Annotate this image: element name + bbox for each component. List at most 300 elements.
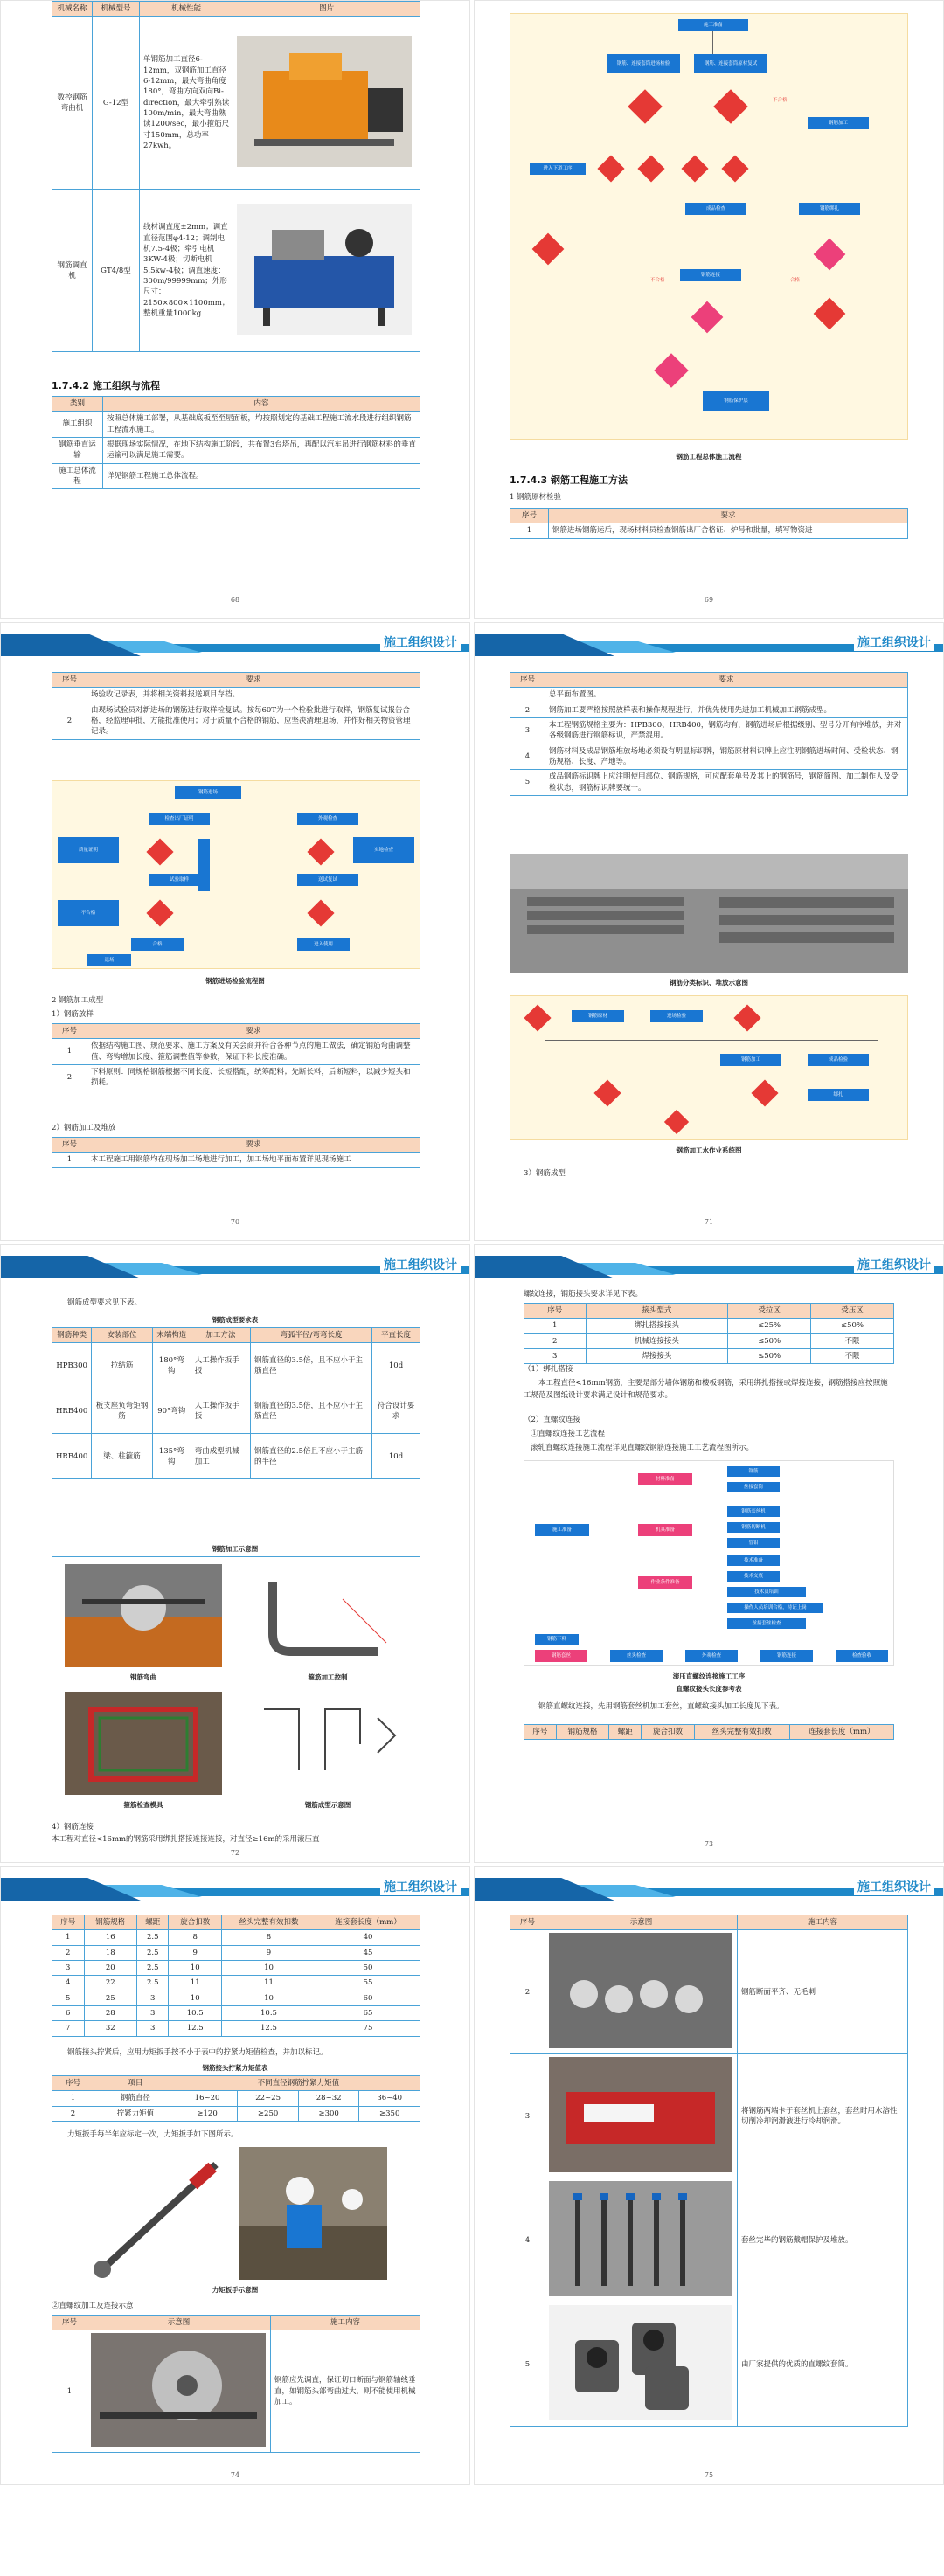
th: 旋合扣数: [642, 1725, 695, 1740]
row-req: 成品钢筋标识牌上应注明使用部位、钢筋规格，可应配套单号及其上的钢筋号，钢筋简图、加工制作人及受检状态，钢筋标识牌要统一。: [545, 770, 908, 796]
th: 钢筋规格: [556, 1725, 609, 1740]
intro-text: 螺纹连接，钢筋接头要求详见下表。: [524, 1290, 643, 1298]
torque-table: [52, 2075, 420, 2122]
heading: 2 钢筋加工成型: [52, 996, 104, 1005]
flow-node: 钢筋绑扎: [799, 203, 860, 215]
th-no: 序号: [510, 509, 549, 523]
photo-caption: 力矩扳手示意图: [212, 2286, 259, 2294]
heading: 1）钢筋放样: [52, 1010, 94, 1019]
org-key: 施工总体流程: [52, 463, 103, 489]
flow-node: 外观检查: [297, 813, 358, 825]
cell: 不限: [811, 1348, 894, 1363]
cell: HRB400: [52, 1388, 92, 1434]
cell-machine-model: G-12型: [93, 17, 140, 190]
cell: ≤25%: [728, 1319, 811, 1333]
flow-node: 试验取样: [149, 874, 210, 886]
row-no: 2: [52, 1064, 87, 1091]
flow-caption: 钢筋加工水作业系统图: [676, 1146, 742, 1154]
flow-caption: 滚压直螺纹连接施工工序: [672, 1672, 746, 1680]
th-content: 内容: [103, 397, 420, 412]
fig-label: 箍筋检查模具: [123, 1801, 163, 1809]
cell: 11: [221, 1976, 316, 1991]
cell: 4: [52, 1976, 85, 1991]
cell: 45: [316, 1945, 420, 1960]
th: 不同直径钢筋拧紧力矩值: [177, 2076, 420, 2091]
flow-node: 丝接套筒: [727, 1482, 780, 1492]
flow-node: 管钳: [727, 1538, 780, 1548]
thread-len-table: [52, 1915, 420, 2037]
machine-table: [52, 1, 420, 352]
th-req: 要求: [545, 673, 908, 688]
cell: 10: [221, 1960, 316, 1975]
th-no: 序号: [52, 1138, 87, 1153]
header-title: 施工组织设计: [380, 1256, 461, 1273]
flow-decision: [664, 1110, 689, 1134]
joint-table: [524, 1303, 894, 1364]
fig-label: 箍筋加工控制: [308, 1673, 348, 1681]
overall-flowchart: [510, 13, 908, 440]
flow-label: 不合格: [773, 98, 788, 103]
flow-node: 钢筋进场: [175, 786, 241, 799]
org-value: 按照总体施工部署，从基础底板至至屋面板，均按照划定的基础工程施工流水段进行组织钢筋工程流水施工。: [103, 412, 420, 438]
cell: HPB300: [52, 1343, 92, 1388]
header-title: 施工组织设计: [854, 1878, 934, 1895]
th: 钢筋种类: [52, 1328, 92, 1343]
cell: 钢筋应先调直，保证切口断面与钢筋轴线垂直，如钢筋头部弯曲过大，则不能使用机械加工。: [271, 2330, 420, 2453]
inspection-flowchart: [52, 780, 420, 969]
paragraph: 本工程对直径<16mm的钢筋采用绑扎搭接连接连接，对直径≥16m的采用滚压直: [52, 1835, 320, 1844]
flow-decision: [307, 899, 334, 926]
org-value: 详见钢筋工程施工总体流程。: [103, 463, 420, 489]
cell: ≥250: [238, 2106, 299, 2121]
cell: 将钢筋两端卡于套丝机上套丝，套丝时用水溶性切削冷却润滑液进行冷却润滑。: [738, 2054, 908, 2178]
coupler-image: [549, 2305, 732, 2420]
cell: ≥120: [177, 2106, 238, 2121]
page-number: 70: [230, 1218, 240, 1226]
flow-decision: [721, 155, 748, 182]
th: 序号: [52, 1915, 85, 1930]
th: 螺距: [136, 1915, 169, 1930]
cell: 20: [84, 1960, 136, 1975]
cell: 8: [221, 1930, 316, 1945]
org-table: [52, 396, 420, 489]
th-category: 类别: [52, 397, 103, 412]
process-table: [52, 1137, 420, 1168]
flow-node: 钢筋原材: [572, 1010, 624, 1022]
row-no: 1: [52, 1039, 87, 1065]
flow-node: 钢筋下料: [535, 1634, 579, 1645]
flow-node: 进场检验: [650, 1010, 703, 1022]
stirrup-control-diagram: [246, 1564, 409, 1667]
table-title: 钢筋成型要求表: [212, 1316, 259, 1324]
page-number: 69: [704, 596, 714, 604]
flow-decision: [814, 239, 846, 271]
cell: 10: [169, 1991, 221, 2005]
cell: 3: [136, 2005, 169, 2020]
forming-diagram: [246, 1692, 409, 1795]
th: 安装部位: [92, 1328, 153, 1343]
th: 螺距: [609, 1725, 642, 1740]
flow-node: 技术员培训: [727, 1587, 806, 1597]
flow-node: 钢筋: [727, 1466, 780, 1477]
flow-node: 钢筋套丝: [535, 1650, 587, 1662]
cell: 75: [316, 2021, 420, 2036]
cell: 18: [84, 1945, 136, 1960]
page-header: [1, 623, 470, 665]
heading: 4）钢筋连接: [52, 1823, 94, 1832]
cell: 60: [316, 1991, 420, 2005]
th: 丝头完整有效扣数: [694, 1725, 789, 1740]
row-req: 钢筋加工要严格按照放样表和操作规程进行，并优先使用先进加工机械加工钢筋成型。: [545, 703, 908, 717]
cell: 2.5: [136, 1976, 169, 1991]
cell: 5: [52, 1991, 85, 2005]
cell: 拉结筋: [92, 1343, 153, 1388]
cell: 拧紧力矩值: [94, 2106, 177, 2121]
processing-flowchart: [510, 995, 908, 1140]
flow-node: 实地检查: [353, 837, 414, 863]
th-spec: 机械性能: [140, 2, 233, 17]
cell: 11: [169, 1976, 221, 1991]
page-number: 75: [704, 2471, 714, 2479]
th: 受拉区: [728, 1304, 811, 1319]
cell: 32: [84, 2021, 136, 2036]
photo-straightener: [233, 190, 420, 352]
th-req: 要求: [87, 1138, 420, 1153]
cell-machine-name: 数控钢筋弯曲机: [52, 17, 93, 190]
th: 序号: [52, 2076, 94, 2091]
paragraph: 钢筋直螺纹连接，先用钢筋套丝机加工套丝，直螺纹接头加工长度见下表。: [538, 1702, 784, 1711]
cell: ≥300: [298, 2106, 359, 2121]
intro-text: 钢筋成型要求见下表。: [67, 1298, 142, 1307]
sub-title: 1 钢筋原材检验: [510, 493, 562, 502]
flow-node: 操作人员培训合格，持证上岗: [727, 1603, 823, 1613]
fig-label: 钢筋弯曲: [130, 1673, 156, 1681]
table-row: [52, 1991, 420, 2005]
th: 项目: [94, 2076, 177, 2091]
row-req: 钢筋进场钢筋运后，现场材料员检查钢筋出厂合格证、炉号和批量，填写物资进: [549, 523, 908, 538]
flow-decision: [637, 155, 664, 182]
flow-decision: [713, 89, 748, 124]
cell: 9: [169, 1945, 221, 1960]
row-no: 5: [510, 770, 545, 796]
flow-node: 钢筋套丝机: [727, 1506, 780, 1517]
flow-node: 钢筋切断机: [727, 1522, 780, 1533]
cell: ≥350: [359, 2106, 420, 2121]
cell: 3: [510, 2054, 545, 2178]
flow-node: 退场: [87, 954, 131, 966]
cell: 135°弯钩: [152, 1434, 191, 1479]
flow-node: 施工准备: [535, 1524, 589, 1536]
cell: 12.5: [221, 2021, 316, 2036]
figs-title: 钢筋加工示意图: [212, 1545, 259, 1553]
layout-table: [52, 1023, 420, 1091]
th: 受压区: [811, 1304, 894, 1319]
cell: ≤50%: [728, 1333, 811, 1348]
flow-node: 钢筋加工: [720, 1054, 781, 1066]
table-row: [52, 2021, 420, 2036]
flow-node: 钢筋保护层: [703, 391, 769, 411]
page-header: [475, 1245, 944, 1287]
th: 序号: [52, 2316, 87, 2330]
threading-machine-image: [549, 2057, 732, 2172]
cell: [545, 1930, 738, 2054]
cell: 焊接接头: [586, 1348, 728, 1363]
cell: 90°弯钩: [152, 1388, 191, 1434]
heading: （2）直螺纹连接: [524, 1416, 580, 1424]
row-req: 本工程钢筋规格主要为：HPB300、HRB400，钢筋均有，钢筋进场后根据级别、型号分开有序堆放，并对各级钢筋进行钢筋标识，严禁混用。: [545, 717, 908, 744]
row-no: [510, 688, 545, 703]
connect-table: [52, 2315, 420, 2453]
flow-node: 钢筋、连接套筒原材复试: [694, 54, 767, 73]
page-69: [474, 0, 944, 619]
cell: 1: [52, 2330, 87, 2453]
heading: 2）钢筋加工及堆放: [52, 1124, 116, 1132]
paragraph: 滚轧直螺纹连接施工流程详见直螺纹钢筋连接施工工艺流程图所示。: [531, 1444, 754, 1452]
org-key: 钢筋垂直运输: [52, 437, 103, 463]
cell: 钢筋直径的3.5倍，且不应小于主筋直径: [251, 1343, 372, 1388]
page-header: [475, 623, 944, 665]
page-73: [474, 1244, 944, 1863]
section-title: 1.7.4.3 钢筋工程施工方法: [510, 474, 628, 486]
flow-node: 进入下道工序: [530, 163, 586, 175]
cell: 8: [169, 1930, 221, 1945]
cutting-image: [91, 2333, 266, 2447]
page-header: [475, 1867, 944, 1909]
cell: 机械连接接头: [586, 1333, 728, 1348]
cell: 5: [510, 2302, 545, 2427]
cell: 人工操作扳手扳: [191, 1388, 250, 1434]
th: 弯弧半径/弯弯长度: [251, 1328, 372, 1343]
cell: 55: [316, 1976, 420, 1991]
table-row: [52, 1945, 420, 1960]
row-no: 4: [510, 744, 545, 770]
cell: 10.5: [221, 2005, 316, 2020]
cell: 2: [510, 1930, 545, 2054]
flow-node: 作业条件准备: [638, 1576, 692, 1589]
cell: 25: [84, 1991, 136, 2005]
row-no: 1: [510, 523, 549, 538]
cell: 6: [52, 2005, 85, 2020]
straightener-machine-image: [237, 204, 412, 335]
flow-decision: [597, 155, 624, 182]
torque-wrench-image: [85, 2147, 233, 2280]
row-no: 2: [52, 703, 87, 739]
cell: 28: [84, 2005, 136, 2020]
th: 连接套长度（mm）: [789, 1725, 894, 1740]
row-req: 场验收记录表，并将相关资料报送项目存档。: [87, 688, 420, 703]
cell: 22: [84, 1976, 136, 1991]
th-name: 机械名称: [52, 2, 93, 17]
th: 钢筋规格: [84, 1915, 136, 1930]
page-number: 72: [230, 1849, 240, 1857]
cell: 2.5: [136, 1960, 169, 1975]
cell: 10: [221, 1991, 316, 2005]
flow-node: 钢筋、连接套筒进场检验: [607, 54, 680, 73]
th-req: 要求: [549, 509, 908, 523]
cell: 不限: [811, 1333, 894, 1348]
flow-decision: [814, 298, 846, 330]
cell: 10d: [372, 1434, 420, 1479]
paragraph: ②直螺纹加工及连接示意: [52, 2302, 134, 2310]
inspect-table: [510, 508, 908, 539]
req-table: [52, 672, 420, 740]
section-title: 1.7.4.2 施工组织与流程: [52, 380, 160, 391]
page-number: 73: [704, 1840, 714, 1848]
th-no: 序号: [52, 673, 87, 688]
th: 丝头完整有效扣数: [221, 1915, 316, 1930]
flow-decision: [691, 301, 724, 334]
flow-node: 检查出厂证明: [149, 813, 210, 825]
flow-decision: [593, 1079, 621, 1106]
cell-machine-spec: 线材调直度±2mm；调直直径范围φ4-12；调制电机7.5-4极；牵引电机3KW-4极；切断电机5.5kw-4极；调直速度：300m/99999mm；外形尺寸：2150×800×1100mm；整机重量1000kg: [140, 190, 233, 352]
flow-decision: [524, 1004, 551, 1031]
flow-node: 材料准备: [638, 1473, 692, 1485]
cell: 人工操作扳手扳: [191, 1343, 250, 1388]
cell: ≤50%: [811, 1319, 894, 1333]
table-title: 直螺纹接头长度参考表: [676, 1685, 742, 1693]
cell: 36~40: [359, 2091, 420, 2106]
flow-node: 技术交底: [727, 1571, 780, 1582]
flow-node: 丝头检查: [610, 1650, 663, 1662]
torque-wrench-photo: [239, 2147, 387, 2280]
cell-machine-spec: 单钢筋加工直径6-12mm，双钢筋加工直径6-12mm，最大弯曲角度180°，弯曲方向双向Bi-direction，最大牵引熟读100m/min，最大弯曲熟读1200/sec，最小箍筋尺寸150mm，总功率27kwh。: [140, 17, 233, 190]
page-70: [0, 622, 470, 1241]
th: 平直长度: [372, 1328, 420, 1343]
paragraph: 力矩扳手每半年应标定一次，力矩扳手如下图所示。: [67, 2130, 239, 2139]
forming-table: [52, 1327, 420, 1479]
cell: 2.5: [136, 1930, 169, 1945]
flow-decision: [681, 155, 708, 182]
th: 旋合扣数: [169, 1915, 221, 1930]
row-no: [52, 688, 87, 703]
connect-table: [510, 1915, 908, 2427]
flow-decision: [146, 838, 173, 865]
flow-caption: 钢筋进场检验流程图: [205, 977, 265, 985]
cell: HRB400: [52, 1434, 92, 1479]
bending-photo: [65, 1564, 222, 1667]
flow-node: 外观检查: [685, 1650, 738, 1662]
cell: 12.5: [169, 2021, 221, 2036]
cell: 2: [52, 2106, 94, 2121]
flow-node: 成品检验: [808, 1054, 869, 1066]
cell-machine-name: 钢筋调直机: [52, 190, 93, 352]
row-req: 总平面布置图。: [545, 688, 908, 703]
row-req: 钢筋材料及成品钢筋堆放场地必须设有明显标识牌，钢筋原材料识牌上应注明钢筋进场时间、受检状态、钢筋规格、长度、产地等。: [545, 744, 908, 770]
flow-decision: [654, 353, 689, 388]
cell: [545, 2054, 738, 2178]
page-number: 71: [704, 1218, 714, 1226]
cell: [545, 2302, 738, 2427]
page-68: [0, 0, 470, 619]
cell: 符合设计要求: [372, 1388, 420, 1434]
flow-decision: [307, 838, 334, 865]
page-74: [0, 1866, 470, 2485]
header-title: 施工组织设计: [854, 634, 934, 651]
th-req: 要求: [87, 673, 420, 688]
fig-label: 钢筋成型示意图: [304, 1801, 351, 1809]
th-model: 机械型号: [93, 2, 140, 17]
cell: 7: [52, 2021, 85, 2036]
cell: 钢筋断面平齐、无毛刺: [738, 1930, 908, 2054]
cell: 板支座负弯矩钢筋: [92, 1388, 153, 1434]
cell: 3: [136, 2021, 169, 2036]
cell: 钢筋直径: [94, 2091, 177, 2106]
table-row: [52, 1976, 420, 1991]
page-75: [474, 1866, 944, 2485]
th: 示意图: [87, 2316, 271, 2330]
page-number: 74: [230, 2471, 240, 2479]
cell: 16: [84, 1930, 136, 1945]
th: 施工内容: [738, 1915, 908, 1930]
table-row: [52, 1930, 420, 1945]
cell: ≤50%: [728, 1348, 811, 1363]
rebar-ends-image: [549, 1933, 732, 2048]
stirrup-mold-photo: [65, 1692, 222, 1795]
paragraph: 本工程直径<16mm钢筋，主要是部分墙体钢筋和楼板钢筋，采用绑扎搭接或焊接连接，钢筋搭接应按照施工规范及图纸设计要求满足设计和规范要求。: [524, 1379, 888, 1400]
capped-rebar-image: [549, 2181, 732, 2296]
table-title: 钢筋接头拧紧力矩值表: [202, 2064, 268, 2072]
flow-node: 钢筋连接: [680, 269, 741, 281]
th: 接头型式: [586, 1304, 728, 1319]
row-no: 2: [510, 703, 545, 717]
bender-machine-image: [237, 36, 412, 167]
rebar-storage-photo: [510, 854, 908, 973]
org-value: 根据现场实际情况，在地下结构施工阶段，共布置3台塔吊，再配以汽车吊进行钢筋材料的垂直运输可以满足施工需要。: [103, 437, 420, 463]
flow-node: 不合格: [58, 900, 119, 926]
cell: 2.5: [136, 1945, 169, 1960]
flow-caption: 钢筋工程总体施工流程: [676, 453, 742, 460]
flow-node: 机具准备: [638, 1524, 692, 1536]
cell: 9: [221, 1945, 316, 1960]
cell: 1: [52, 1930, 85, 1945]
figure-grid: [52, 1556, 420, 1818]
paragraph: 钢筋接头拧紧后，应用力矩扳手按不小于表中的拧紧力矩值检查，并加以标记。: [67, 2048, 328, 2057]
cell: 3: [524, 1348, 587, 1363]
flow-node: 合格: [131, 938, 184, 951]
flow-node: 检查验收: [836, 1650, 888, 1662]
flow-node: 成品检查: [685, 203, 746, 215]
cell: 40: [316, 1930, 420, 1945]
row-req: 本工程施工用钢筋均在现场加工场地进行加工，加工场地平面布置详见现场施工: [87, 1153, 420, 1167]
th: 序号: [510, 1915, 545, 1930]
cell: 钢筋直径的3.5倍，且不应小于主筋直径: [251, 1388, 372, 1434]
page-header: [1, 1867, 470, 1909]
flow-node: 丝接套丝检查: [727, 1618, 806, 1629]
cell: 1: [524, 1319, 587, 1333]
cell: 绑扎搭接接头: [586, 1319, 728, 1333]
page-72: [0, 1244, 470, 1863]
thread-flowchart: [524, 1460, 894, 1666]
flow-decision: [532, 233, 565, 266]
flow-decision: [733, 1004, 760, 1031]
page-71: [474, 622, 944, 1241]
cell: 由厂家提供的优质的直螺纹套筒。: [738, 2302, 908, 2427]
row-req: 依据结构施工图、规范要求、施工方案及有关会商并符合各种节点的施工做法，确定钢筋弯曲调整值、弯钩增加长度、箍筋调整值等参数，保证下料长度准确。: [87, 1039, 420, 1065]
header-title: 施工组织设计: [854, 1256, 934, 1273]
heading: 3）钢筋成型: [524, 1169, 566, 1178]
cell: 50: [316, 1960, 420, 1975]
photo-caption: 钢筋分类标识、堆放示意图: [670, 979, 748, 987]
row-no: 1: [52, 1153, 87, 1167]
th-req: 要求: [87, 1024, 420, 1039]
org-key: 施工组织: [52, 412, 103, 438]
cell: 套丝完毕的钢筋戴帽保护及堆放。: [738, 2178, 908, 2302]
cell: 梁、柱箍筋: [92, 1434, 153, 1479]
cell: 180°弯钩: [152, 1343, 191, 1388]
th: 序号: [524, 1304, 587, 1319]
cell: 10: [169, 1960, 221, 1975]
thread-len-table-head: [524, 1724, 894, 1740]
